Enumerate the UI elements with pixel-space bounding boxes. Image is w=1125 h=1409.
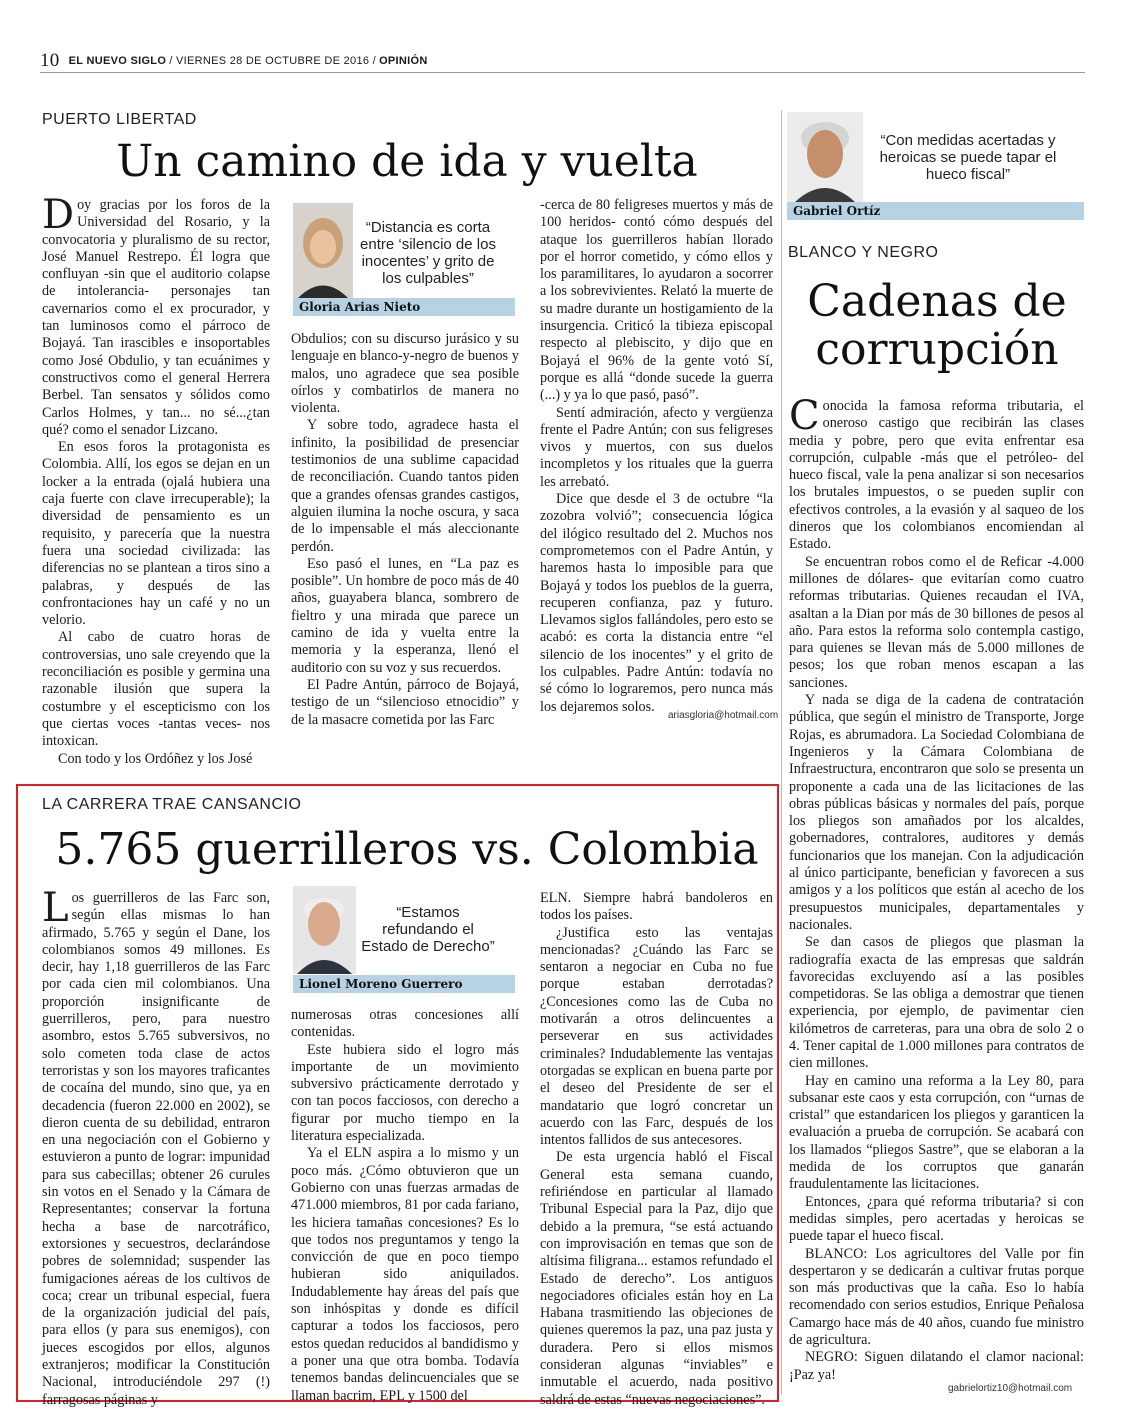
article3-column-3: ELN. Siempre habrá bandoleros en todos los países. ¿Justifica esto las ventajas mencionadas? ¿Cuándo las Farc se sentaron a negociar en Cuba no fue porque estaban derrotadas? ¿Concesiones como las de Cuba no motivarán a otros delincuentes a perseverar en sus actividades criminales? Indudablemente las ventajas otorgadas se explican en buena parte por el deseo del Presidente de ser el mandatario que logró concretar un acuerdo con las Farc, después de los intentos fallidos de sus antecesores. De esta urgencia habló el Fiscal General esta semana cuando, refiriéndose en particular al llamado Tribunal Especial para la Paz, dijo que debido a la premura, “se está actuando con improvisación en temas que son de altísima filigrana... estamos refundado el Estado de derecho”. Los antiguos negociadores oficiales están hoy en La Habana trasmitiendo las objeciones de quienes queremos la paz, una paz justa y duradera. Pero si ellos mismos consideran algunas “inviables” e inmutable el acuerdo, nada positivo saldrá de estas “nuevas negociaciones”. (540, 890, 773, 1408)
article2-author-email: gabrielortiz10@hotmail.com (948, 1383, 1073, 1394)
author-photo-lionel-moreno (293, 886, 356, 974)
column-divider (781, 110, 782, 1395)
page-number: 10 (40, 50, 60, 71)
page-header (40, 50, 1085, 73)
author-photo-gloria-arias (293, 203, 353, 298)
article2-body: Conocida la famosa reforma tributaria, el oneroso castigo que recibirán las clases media y pobre, pero que evita enfrentar esa corrupción, culpable -más que el petróleo- del hueco fiscal, vale la pena analizar si son necesarios los brutales impuestos, o se pueden suplir con efectivos controles, a la evasión y al saqueo de los dineros que los colombianos encomiendan al Estado. Se encuentran robos como el de Reficar -4.000 millones de dólares- que evitarían como cuatro reformas tributarias. Quienes recaudan el IVA, asaltan a la Dian por más de 30 billones de pesos al año. Para estos la reforma solo contempla castigo, para quienes se llevan más de 5.000 millones de pesos; los que roban menos escapan a las sanciones. Y nada se diga de la cadena de contratación pública, que según el ministro de Transporte, Jorge Rojas, es abrumadora. La Sociedad Colombiana de Ingenieros y la Cámara Colombiana de Infraestructura, encontraron que solo se presenta un proponente a cada una de las licitaciones de las obras públicas básicas y normales del país, porque los pliegos son amañados por los alcaldes, gobernadores, contralores, auditores y demás funcionarios que los manejan. Con la adjudicación al único participante, benefician y favorecen a sus amigos y a los políticos que están al acecho de los presupuestos municipales, departamentales y nacionales. Se dan casos de pliegos que plasman la radiografía exacta de las empresas que saldrán favorecidas excluyendo así a las posibles competidoras. Se las obliga a demostrar que tienen experiencia, por ejemplo, de pavimentar cien kilómetros de carreteras, para una obra de solo 2 o 4. Tener capital de 1.000 millones para contratos de cien millones. Hay en camino una reforma a la Ley 80, para subsanar este caos y esta corrupción, con “urnas de cristal” que estandaricen los pliegos y garanticen la evaluación a prueba de corrupción. Se acabará con los llamados “pliegos Sastre”, que se elaboran a la medida de los corruptos que ganarán fraudulentamente las licitaciones. Entonces, ¿para qué reforma tributaria? si con medidas simples, pero acertadas y heroicas se puede tapar el hueco fiscal. BLANCO: Los agricultores del Valle por fin despertaron y se dedicarán a cultivar frutas porque son más productivas que la caña. Eso lo había recomendado con serios estudios, Enrique Peñalosa Camargo hace más de 40 años, cuando fue ministro de agricultura. NEGRO: Siguen dilatando el clamor nacional: ¡Paz ya! (789, 393, 1084, 1383)
article3-column-2: numerosas otras concesiones allí contenidas. Este hubiera sido el logro más importante de un movimiento subversivo prácticamente derrotado y con tan pocos facciosos, con derecho a figurar por mucho tiempo en la literatura especializada. Ya el ELN aspira a lo mismo y un poco más. ¿Cómo obtuvieron que un Gobierno con unas fuerzas armadas de 471.000 miembros, 81 por cada fariano, les hiciera tamañas concesiones? Es lo que todos nos preguntamos y tengo la convicción de que en poco tiempo hubieran sido aniquilados. Indudablemente hay áreas del país que son inhóspitas y donde es difícil capturar a todos los facciosos, pero estos quedan reducidos al bandidismo y a poner una que otra bomba. Todavía tenemos bandas delincuenciales que se llaman bacrim, EPL y 1500 del (291, 1007, 519, 1404)
article1-column-3: -cerca de 80 feligreses muertos y más de 100 heridos- contó cómo después del ataque los guerrilleros habían llorado por el horror cometido, y cómo ellos y los paramilitares, lo ayudaron a socorrer a los sobrevivientes. Relató la muerte de su madre durante un hostigamiento de la insurgencia. Criticó la tibieza episcopal respecto al plebiscito, y dijo que en Bojayá el 96% de la gente votó Sí, porque es allá “donde sucede la guerra (...) y ya lo que pasó, pasó”. Sentí admiración, afecto y vergüenza frente el Padre Antún; con sus feligreses vivos y muertos, con sus duelos incompletos y los rituales que la guerra les arrebató. Dice que desde el 3 de octubre “la zozobra volvió”; consecuencia lógica del ilógico resultado del 2. Muchos nos comprometemos con el Padre Antún, y haremos hasta lo imposible para que Bojayá y todos los pueblos de la guerra, recuperen confianza, paz y futuro. Llevamos siglos fallándoles, pero esto se acabó: es corta la distancia entre “el silencio de los inocentes” y el grito de los culpables. Padre Antún: todavía no sé cómo lo lograremos, pero nunca más los dejaremos solos. (540, 197, 773, 715)
article1-kicker: PUERTO LIBERTAD (42, 111, 197, 128)
article1-author-name: Gloria Arias Nieto (293, 298, 515, 316)
article3-column-1: Los guerrilleros de las Farc son, según ellas mismas lo han afirmado, 5.765 y según el Dane, los colombianos somos 49 millones. Es decir, hay 1,18 guerrilleros de las Farc por cada cien mil colombianos. Una proporción insignificante de guerrilleros, pero, para nuestro asombro, estos 5.765 subversivos, no solo cometen toda clase de actos terroristas y son los mayores traficantes de cocaína del mundo, sino que, ya en decadencia (fueron 22.000 en 2002), se dieron cuenta de su debilidad, entraron en una negociación con el Gobierno y estuvieron a punto de lograr: impunidad para sus cabecillas; obtener 26 curules sin votos en el Senado y la Cámara de Representantes; conservar la fortuna hecha a base de narcotráfico, extorsiones y secuestros, declarándose pobres de solemnidad; suspender las fumigaciones aéreas de los cultivos de coca; crear un tribunal especial, fuera de la organización judicial del país, para ellos (y para sus enemigos), con jueces escogidos por ellos, algunos extranjeros; modificar la Constitución Nacional, introduciéndole 297 (!) farragosas páginas y (42, 885, 270, 1408)
article3-author-name: Lionel Moreno Guerrero (293, 975, 515, 993)
article1-pull-quote: “Distancia es corta entre ‘silencio de los inocentes’ y grito de los culpables” (360, 219, 496, 287)
author-photo-gabriel-ortiz (787, 112, 863, 202)
article1-headline: Un camino de ida y vuelta (116, 136, 698, 187)
article1-drop-cap: D (42, 192, 75, 238)
issue-date: / VIERNES 28 DE OCTUBRE DE 2016 / (169, 55, 376, 67)
article3-drop-cap: L (42, 885, 69, 931)
article1-author-email: ariasgloria@hotmail.com (668, 710, 779, 721)
article3-headline: 5.765 guerrilleros vs. Colombia (55, 824, 759, 875)
article1-column-2: Obdulios; con su discurso jurásico y su lenguaje en blanco-y-negro de buenos y malos, uno agradece que sea posible oírlos y combatirlos de manera no violenta. Y sobre todo, agradece hasta el infinito, la posibilidad de presenciar testimonios de una sublime capacidad de reconciliación. Cuando tantos piden que a grandes ofensas grandes castigos, alguien ilumina la noche oscura, y saca de lo impensable el más aleccionante perdón. Eso pasó el lunes, en “La paz es posible”. Un hombre de poco más de 40 años, guayabera blanca, sombrero de fieltro y una mirada que parece un camino de ida y vuelta entre la memoria y la esperanza, llenó el auditorio con su voz y sus recuerdos. El Padre Antún, párroco de Bojayá, testigo de un “silencioso etnocidio” y de la masacre cometida por las Farc (291, 331, 519, 728)
publication-name: EL NUEVO SIGLO (68, 55, 167, 67)
article2-kicker: BLANCO Y NEGRO (788, 244, 939, 261)
article1-column-1: Doy gracias por los foros de la Universidad del Rosario, y la convocatoria y pluralismo de su rector, José Manuel Restrepo. Él logra que confluyan -sin que el auditorio colapse de intolerancia- personajes tan cavernarios como el ex procurador, y tan luminosos como el párroco de Bojayá. Tan irascibles e insoportables como José Obdulio, y tan ecuánimes y constructivos como el general Herrera Berbel. Tan sensatos y sólidos como Carlos Holmes, y tan... no sé...¿tan qué? como el senador Lizcano. En esos foros la protagonista es Colombia. Allí, los egos se dejan en un locker a la entrada (ojalá hubiera una caja fuerte con clave irrecuperable); la diversidad de pensamiento es un requisito, y parecería que la nuestra fuera una sociedad civilizada: las diferencias no se plantean a tiros sino a palabras, y después de las confrontaciones hay un café y no un velorio. Al cabo de cuatro horas de controversias, uno sale creyendo que la reconciliación es posible y germina una razonable ilusión que supera la costumbre y el escepticismo con los que ciertas voces -tantas veces- nos intoxican. Con todo y los Ordóñez y los José (42, 192, 270, 767)
article3-kicker: LA CARRERA TRAE CANSANCIO (42, 796, 302, 813)
article2-drop-cap: C (789, 393, 820, 439)
article2-author-name: Gabriel Ortíz (787, 202, 1084, 220)
article3-pull-quote: “Estamos refundando el Estado de Derecho” (361, 904, 495, 955)
article2-pull-quote: “Con medidas acertadas y heroicas se puede tapar el hueco fiscal” (879, 132, 1057, 183)
article2-headline: Cadenas de corrupción (807, 276, 1067, 376)
section-name: OPINIÓN (379, 55, 428, 67)
